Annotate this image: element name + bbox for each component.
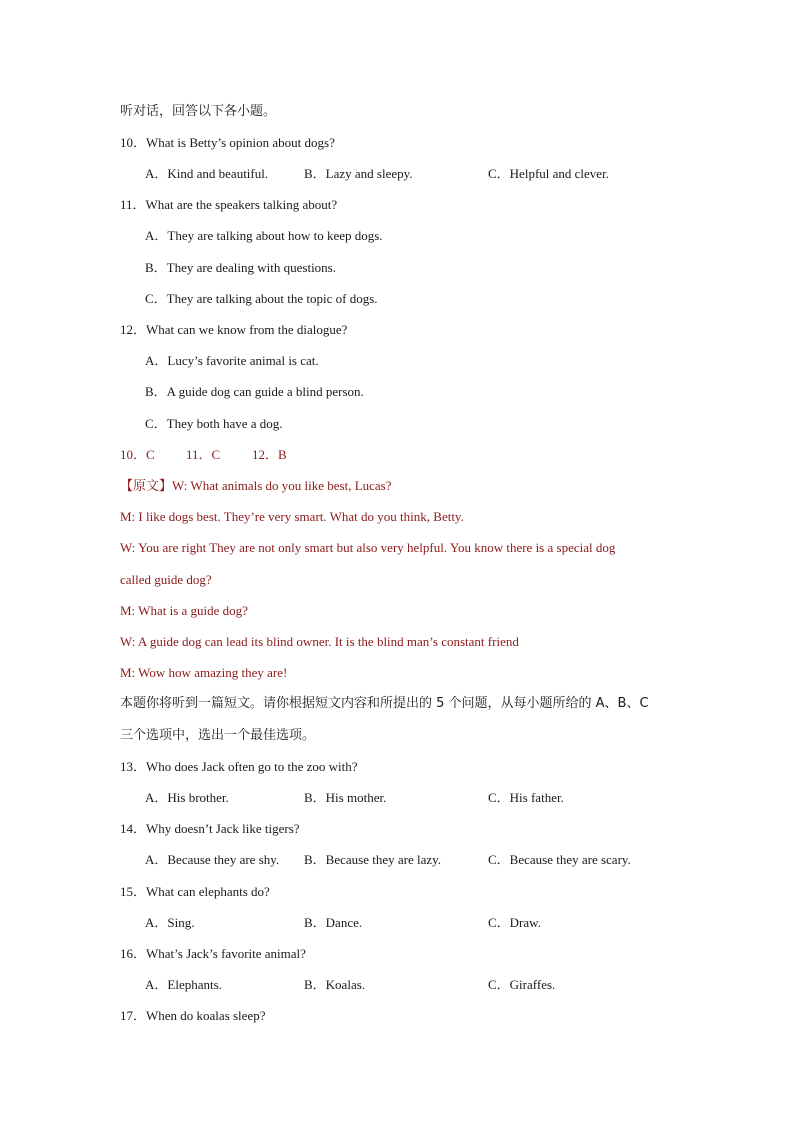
answer-10: 10．C [120,447,155,462]
question-10-option-c: C．Helpful and clever. [488,166,609,181]
question-13-option-a: A．His brother. [145,790,229,805]
question-11-stem: 11．What are the speakers talking about? [120,197,338,212]
transcript-line-4: called guide dog? [120,572,212,587]
question-15-option-c: C．Draw. [488,915,541,930]
question-14-option-a: A．Because they are shy. [145,852,280,867]
transcript-line-5: M: What is a guide dog? [120,603,248,618]
question-17-stem: 17．When do koalas sleep? [120,1008,266,1023]
question-13-stem: 13．Who does Jack often go to the zoo with? [120,759,358,774]
section2-instruction-line-2: 三个选项中，选出一个最佳选项。 [120,728,316,743]
question-16-option-b: B．Koalas. [304,977,366,992]
question-16-option-a: A．Elephants. [145,977,222,992]
question-14-stem: 14．Why doesn’t Jack like tigers? [120,821,300,836]
question-16-option-c: C．Giraffes. [488,977,556,992]
question-16-stem: 16．What’s Jack’s favorite animal? [120,946,306,961]
question-13-option-c: C．His father. [488,790,564,805]
answer-12: 12．B [252,447,287,462]
question-11-option-c: C．They are talking about the topic of dogs. [145,291,378,306]
question-10-option-a: A．Kind and beautiful. [145,166,269,181]
transcript-text: W: What animals do you like best, Lucas? [172,478,392,493]
question-12-option-b: B．A guide dog can guide a blind person. [145,384,364,399]
question-10-option-b: B．Lazy and sleepy. [304,166,413,181]
question-13-option-b: B．His mother. [304,790,387,805]
question-14-option-b: B．Because they are lazy. [304,852,442,867]
transcript-line-3: W: You are right They are not only smart but also very helpful. You know there is a special dog [120,540,616,555]
question-14-option-c: C．Because they are scary. [488,852,631,867]
section2-instruction-line-1: 本题你将听到一篇短文。请你根据短文内容和所提出的 5 个问题，从每小题所给的 A、B、C [120,696,649,711]
question-12-stem: 12．What can we know from the dialogue? [120,322,348,337]
transcript-line-1 [120,478,392,495]
question-12-option-a: A．Lucy’s favorite animal is cat. [145,353,319,368]
question-11-option-b: B．They are dealing with questions. [145,260,336,275]
question-10-stem: 10．What is Betty’s opinion about dogs? [120,135,335,150]
question-11-option-a: A．They are talking about how to keep dogs. [145,228,383,243]
question-15-stem: 15．What can elephants do? [120,884,270,899]
question-12-option-c: C．They both have a dog. [145,416,283,431]
transcript-line-6: W: A guide dog can lead its blind owner. It is the blind man’s constant friend [120,634,519,649]
transcript-label: 【原文】 [120,479,173,494]
answer-11: 11．C [186,447,221,462]
section1-instruction: 听对话，回答以下各小题。 [120,104,277,119]
transcript-line-7: M: Wow how amazing they are! [120,665,288,680]
transcript-line-2: M: I like dogs best. They’re very smart. What do you think, Betty. [120,509,464,524]
question-15-option-b: B．Dance. [304,915,363,930]
question-15-option-a: A．Sing. [145,915,195,930]
